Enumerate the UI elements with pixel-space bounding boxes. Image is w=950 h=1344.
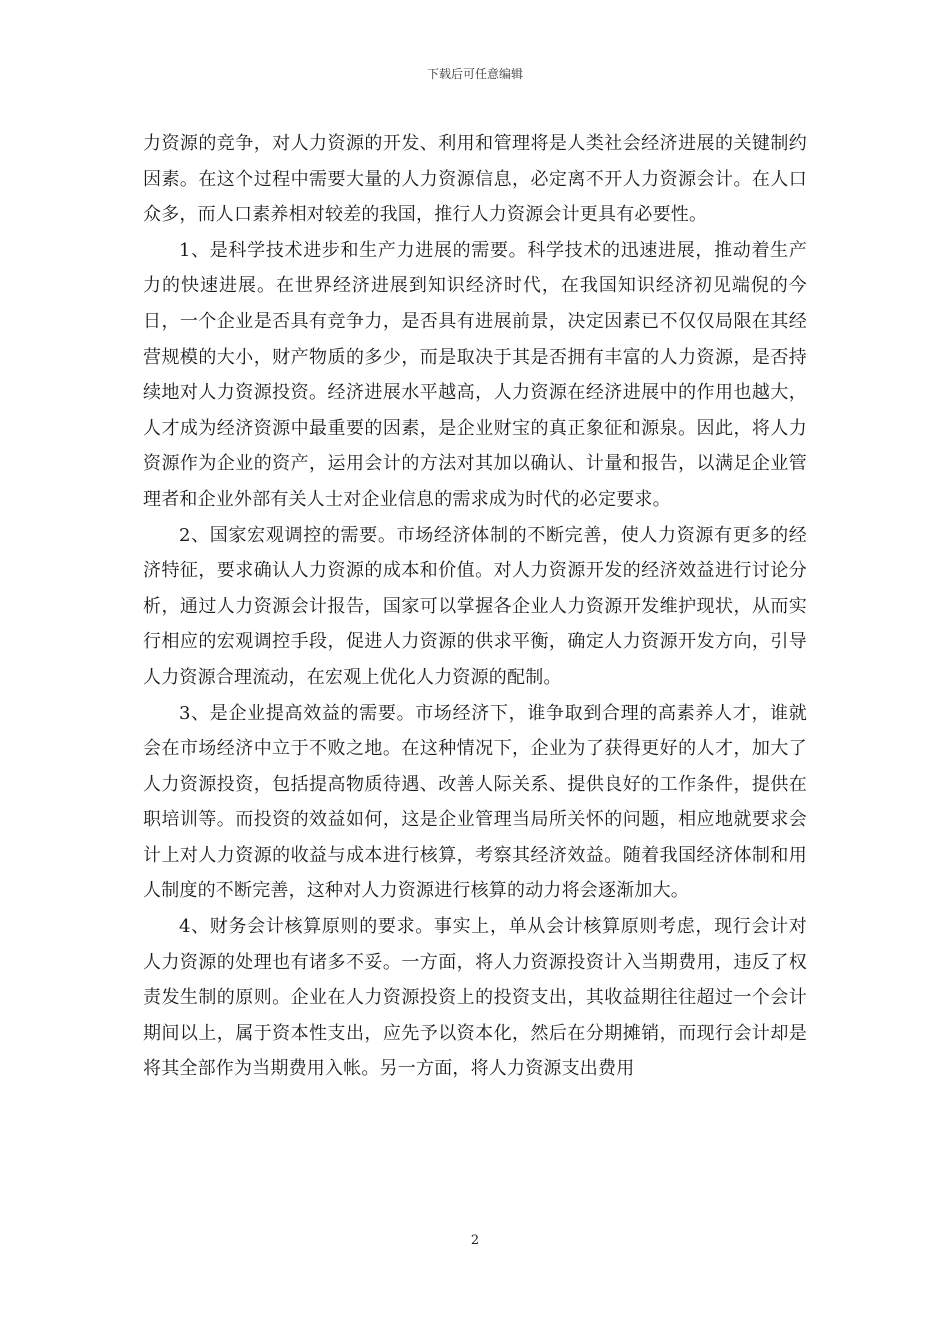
page-header: 下载后可任意编辑	[426, 67, 523, 81]
paragraph-continuation: 力资源的竞争，对人力资源的开发、利用和管理将是人类社会经济进展的关键制约因素。在这个过程中需要大量的人力资源信息，必定离不开人力资源会计。在人口众多，而人口素养相对较差的我国，推行人力资源会计更具有必要性。	[143, 133, 807, 226]
paragraph-point-1: 1、是科学技术进步和生产力进展的需要。科学技术的迅速进展，推动着生产力的快速进展。在世界经济进展到知识经济时代，在我国知识经济初见端倪的今日，一个企业是否具有竞争力，是否具有进展前景，决定因素已不仅仅局限在其经营规模的大小，财产物质的多少，而是取决于其是否拥有丰富的人力资源，是否持续地对人力资源投资。经济进展水平越高，人力资源在经济进展中的作用也越大，人才成为经济资源中最重要的因素，是企业财宝的真正象征和源泉。因此，将人力资源作为企业的资产，运用会计的方法对其加以确认、计量和报告，以满足企业管理者和企业外部有关人士对企业信息的需求成为时代的必定要求。	[143, 239, 807, 510]
paragraph-point-3: 3、是企业提高效益的需要。市场经济下，谁争取到合理的高素养人才，谁就会在市场经济中立于不败之地。在这种情况下，企业为了获得更好的人才，加大了人力资源投资，包括提高物质待遇、改善人际关系、提供良好的工作条件，提供在职培训等。而投资的效益如何，这是企业管理当局所关怀的问题，相应地就要求会计上对人力资源的收益与成本进行核算，考察其经济效益。随着我国经济体制和用人制度的不断完善，这种对人力资源进行核算的动力将会逐渐加大。	[143, 702, 807, 902]
paragraph-point-4: 4、财务会计核算原则的要求。事实上，单从会计核算原则考虑，现行会计对人力资源的处理也有诸多不妥。一方面，将人力资源投资计入当期费用，违反了权责发生制的原则。企业在人力资源投资上的投资支出，其收益期往往超过一个会计期间以上，属于资本性支出，应先予以资本化，然后在分期摊销，而现行会计却是将其全部作为当期费用入帐。另一方面，将人力资源支出费用	[143, 916, 807, 1080]
paragraph-point-2: 2、国家宏观调控的需要。市场经济体制的不断完善，使人力资源有更多的经济特征，要求确认人力资源的成本和价值。对人力资源开发的经济效益进行讨论分析，通过人力资源会计报告，国家可以掌握各企业人力资源开发维护现状，从而实行相应的宏观调控手段，促进人力资源的供求平衡，确定人力资源开发方向，引导人力资源合理流动，在宏观上优化人力资源的配制。	[143, 524, 807, 688]
page-number: 2	[470, 1233, 480, 1248]
document-body	[143, 126, 807, 1087]
